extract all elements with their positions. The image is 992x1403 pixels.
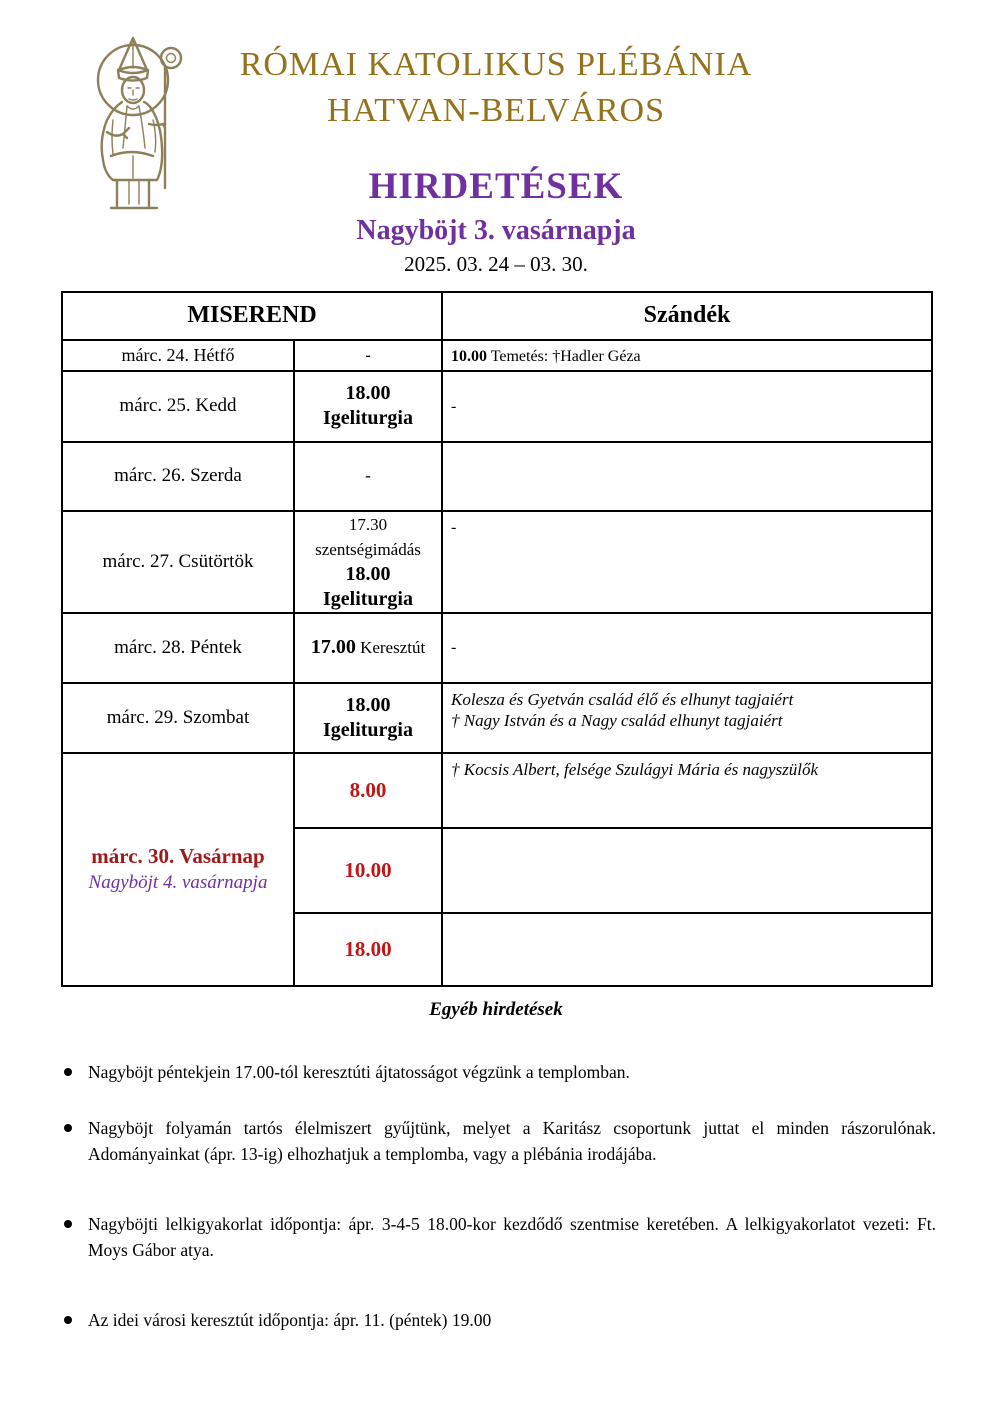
sunday-feast-label: Nagyböjt 4. vasárnapja: [88, 871, 268, 893]
org-name-line2: HATVAN-BELVÁROS: [326, 91, 666, 129]
column-header-miserend: MISEREND: [62, 292, 442, 340]
time-value: 18.00: [345, 562, 391, 585]
time-cell: [294, 683, 442, 753]
time-cell: 10.00: [294, 828, 442, 913]
announcement-text: Az idei városi keresztút időpontja: ápr. 11. (péntek) 19.00: [88, 1309, 492, 1330]
table-row-sunday-0800: [62, 753, 932, 828]
date-range: 2025. 03. 24 – 03. 30.: [404, 251, 588, 276]
intention-text: Temetés: †Hadler Géza: [487, 347, 641, 365]
announcement-text: Nagyböjti lelkigyakorlat időpontja: ápr. 3-4-5 18.00-kor kezdődő szentmise keretében. A lelkigyakorlatot vezeti: Ft. Moys Gábor atya.: [88, 1213, 936, 1260]
sunday-day-label: márc. 30. Vasárnap: [91, 844, 265, 869]
announcement-item: [88, 1059, 936, 1085]
intention-cell: [442, 828, 932, 913]
table-row-friday: [62, 613, 932, 683]
time-label: Igeliturgia: [323, 587, 413, 610]
bullet-icon: [64, 1068, 72, 1076]
day-cell-sunday: [62, 753, 294, 986]
time-cell: [294, 340, 442, 371]
bullet-icon: [64, 1124, 72, 1132]
page-subtitle: Nagyböjt 3. vasárnapja: [356, 214, 636, 246]
time-label: Keresztút: [355, 638, 426, 658]
bullet-icon: [64, 1316, 72, 1324]
intention-text: † Kocsis Albert, felsége Szulágyi Mária és nagyszülők: [451, 759, 819, 779]
time-label: Igeliturgia: [323, 407, 413, 430]
intention-cell: [442, 613, 932, 683]
day-cell: márc. 25. Kedd: [62, 371, 294, 442]
intention-cell: [442, 683, 932, 753]
time-cell: 18.00: [294, 913, 442, 986]
table-header-row: [62, 292, 932, 340]
time-value: 18.00: [345, 693, 391, 716]
time-value: 17.00: [310, 636, 356, 659]
announcement-item: [88, 1211, 936, 1263]
table-row-thursday: [62, 511, 932, 613]
table-row-saturday: [62, 683, 932, 753]
intention-cell: [442, 753, 932, 828]
time-value: 18.00: [345, 382, 391, 405]
intention-text: -: [451, 639, 457, 657]
intention-time: 10.00: [451, 347, 488, 365]
bullet-icon: [64, 1220, 72, 1228]
org-name-line1: RÓMAI KATOLIKUS PLÉBÁNIA: [239, 46, 753, 83]
announcement-text: Nagyböjt folyamán tartós élelmiszert gyűjtünk, melyet a Karitász csoportunk juttat el minden rászorulónak. Adományainkat (ápr. 13-ig) elhozhatjuk a templomba, vagy a plébánia irodájába.: [88, 1117, 936, 1164]
day-cell: márc. 26. Szerda: [62, 442, 294, 511]
time-label: Igeliturgia: [323, 718, 413, 741]
announcement-item: [88, 1307, 936, 1333]
table-row-tuesday: [62, 371, 932, 442]
intention-text: † Nagy István és a Nagy család elhunyt tagjaiért: [451, 710, 783, 730]
announcement-item: [88, 1115, 936, 1167]
column-header-szandek: Szándék: [442, 292, 932, 340]
day-cell: márc. 28. Péntek: [62, 613, 294, 683]
intention-text: -: [451, 518, 457, 536]
announcement-text: Nagyböjt péntekjein 17.00-tól keresztúti ájtatosságot végzünk a templomban.: [88, 1061, 630, 1082]
time-value: 17.30: [348, 514, 388, 534]
intention-cell: [442, 913, 932, 986]
time-cell: [294, 613, 442, 683]
time-label: szentségimádás: [315, 539, 421, 559]
intention-cell: -: [442, 371, 932, 442]
intention-cell: [442, 340, 932, 371]
bishop-woodcut-icon: [83, 28, 195, 218]
time-cell: [294, 511, 442, 613]
time-value: -: [365, 346, 371, 364]
other-announcements-heading: Egyéb hirdetések: [429, 998, 563, 1020]
table-row-wednesday: [62, 442, 932, 511]
announcements-list: [0, 1059, 992, 1333]
time-cell: 8.00: [294, 753, 442, 828]
mass-schedule-table: [61, 291, 933, 987]
day-cell: márc. 29. Szombat: [62, 683, 294, 753]
intention-cell: [442, 511, 932, 613]
time-cell: [294, 371, 442, 442]
time-cell: -: [294, 442, 442, 511]
page-title: HIRDETÉSEK: [368, 165, 624, 207]
intention-cell: [442, 442, 932, 511]
day-cell: márc. 24. Hétfő: [62, 340, 294, 371]
table-row-monday: [62, 340, 932, 371]
intention-text: Kolesza és Gyetván család élő és elhunyt tagjaiért: [451, 689, 794, 709]
day-cell: márc. 27. Csütörtök: [62, 511, 294, 613]
